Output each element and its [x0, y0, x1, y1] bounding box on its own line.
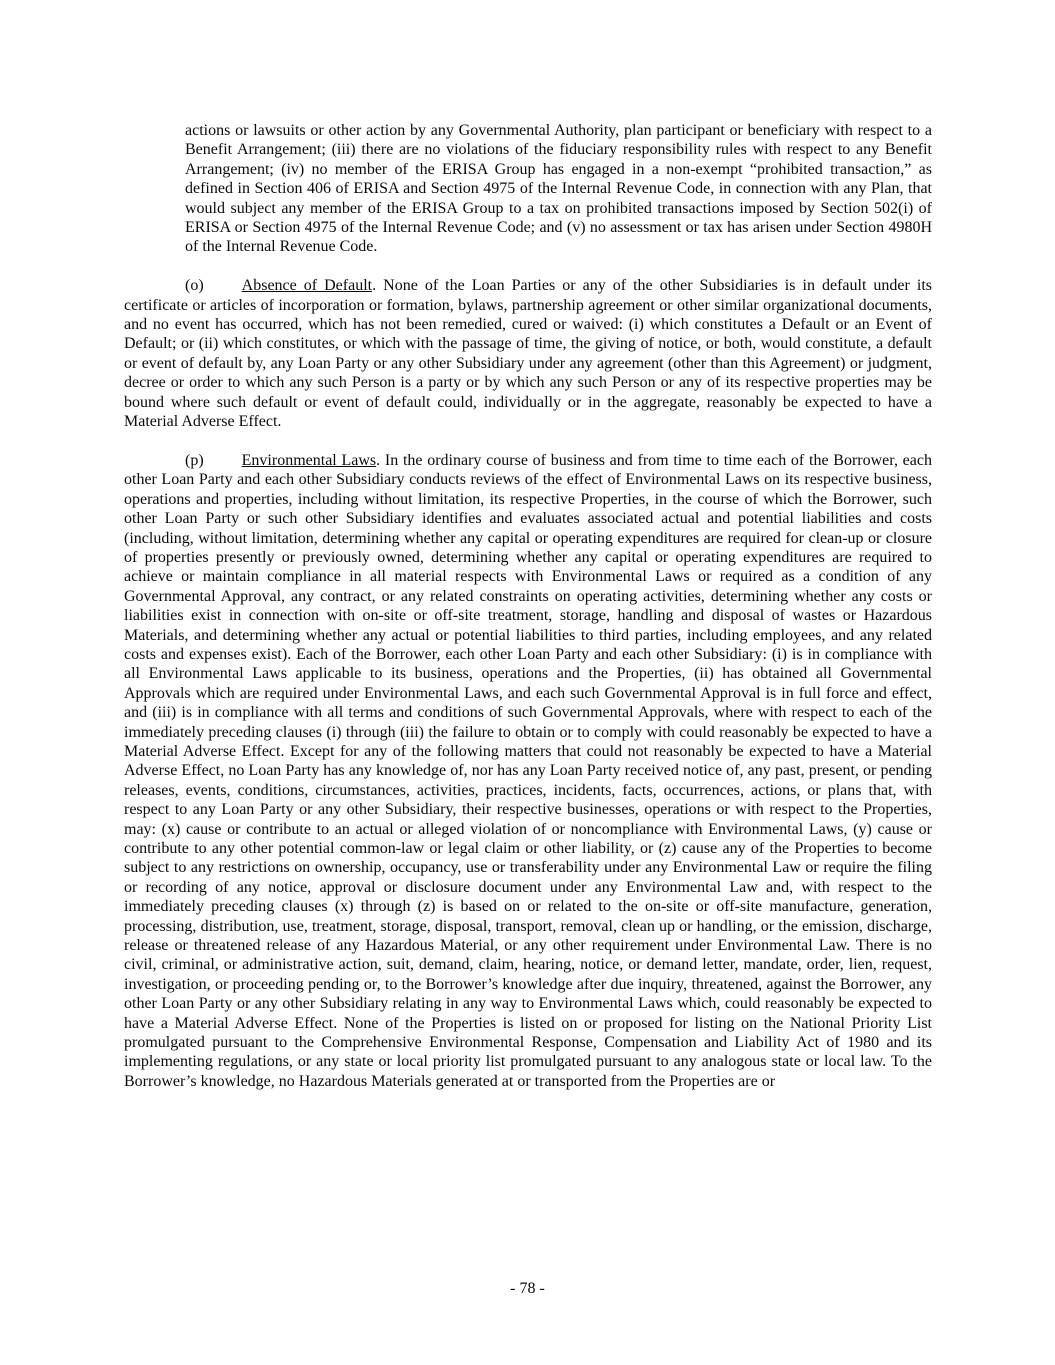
- page-number: - 78 -: [510, 1280, 545, 1297]
- page-footer: [0, 1279, 1055, 1298]
- paragraph-environmental-laws: [124, 451, 932, 1091]
- section-heading-absence-of-default: Absence of Default: [241, 277, 373, 295]
- section-body-absence-of-default: . None of the Loan Parties or any of the other Subsidiaries is in default under its certificate or articles of incorporation or formation, bylaws, partnership agreement or other similar organizational documents, and no event has occurred, which has not been remedied, cured or waived: (i) which constitutes a Default or an Event of Default; or (ii) which constitutes, or which with the passage of time, the giving of notice, or both, would constitute, a default or event of default by, any Loan Party or any other Subsidiary under any agreement (other than this Agreement) or judgment, decree or order to which any such Person is a party or by which any such Person or any of its respective properties may be bound where such default or event of default could, individually or in the aggregate, reasonably be expected to have a Material Adverse Effect.: [124, 277, 933, 431]
- paragraph-absence-of-default: [124, 276, 932, 431]
- section-letter-p: (p): [185, 451, 204, 469]
- section-letter-o: (o): [185, 277, 204, 295]
- page-content: [124, 121, 932, 1111]
- section-body-environmental-laws: . In the ordinary course of business and from time to time each of the Borrower, each other Loan Party and each other Subsidiary conducts reviews of the effect of Environmental Laws on its respective business, operations and properties, including without limitation, its respective Properties, in the course of which the Borrower, such other Loan Party or such other Subsidiary identifies and evaluates associated actual and potential liabilities and costs (including, without limitation, determining whether any capital or operating expenditures are required for clean-up or closure of properties presently or previously owned, determining whether any capital or operating expenditures are required to achieve or maintain compliance in all material respects with Environmental Laws or required as a condition of any Governmental Approval, any contract, or any related constraints on operating activities, determining whether any costs or liabilities exist in connection with on-site or off-site treatment, storage, handling and disposal of wastes or Hazardous Materials, and determining whether any actual or potential liabilities to third parties, including employees, and any related costs and expenses exist). Each of the Borrower, each other Loan Party and each other Subsidiary: (i) is in compliance with all Environmental Laws applicable to its business, operations and the Properties, (ii) has obtained all Governmental Approvals which are required under Environmental Laws, and each such Governmental Approval is in full force and effect, and (iii) is in compliance with all terms and conditions of such Governmental Approvals, where with respect to each of the immediately preceding clauses (i) through (iii) the failure to obtain or to comply with could reasonably be expected to have a Material Adverse Effect. Except for any of the following matters that could not reasonably be expected to have a Material Adverse Effect, no Loan Party has any knowledge of, nor has any Loan Party received notice of, any past, present, or pending releases, events, conditions, circumstances, activities, practices, incidents, facts, occurrences, actions, or plans that, with respect to any Loan Party or any other Subsidiary, their respective businesses, operations or with respect to the Properties, may: (x) cause or contribute to an actual or alleged violation of or noncompliance with Environmental Laws, (y) cause or contribute to any other potential common-law or legal claim or other liability, or (z) cause any of the Properties to become subject to any restrictions on ownership, occupancy, use or transferability under any Environmental Law or require the filing or recording of any notice, approval or disclosure document under any Environmental Law and, with respect to the immediately preceding clauses (x) through (z) is based on or related to the on-site or off-site manufacture, generation, processing, distribution, use, treatment, storage, disposal, transport, removal, clean up or handling, or the emission, discharge, release or threatened release of any Hazardous Material, or any other requirement under Environmental Law. There is no civil, criminal, or administrative action, suit, demand, claim, hearing, notice, or demand letter, mandate, order, lien, request, investigation, or proceeding pending or, to the Borrower’s knowledge after due inquiry, threatened, against the Borrower, any other Loan Party or any other Subsidiary relating in any way to Environmental Laws which, could reasonably be expected to have a Material Adverse Effect. None of the Properties is listed on or proposed for listing on the National Priority List promulgated pursuant to the Comprehensive Environmental Response, Compensation and Liability Act of 1980 and its implementing regulations, or any state or local priority list promulgated pursuant to any analogous state or local law. To the Borrower’s knowledge, no Hazardous Materials generated at or transported from the Properties are or: [124, 451, 932, 1090]
- paragraph-erisa-continuation: actions or lawsuits or other action by any Governmental Authority, plan participant or beneficiary with respect to a Benefit Arrangement; (iii) there are no violations of the fiduciary responsibility rules with respect to any Benefit Arrangement; (iv) no member of the ERISA Group has engaged in a non-exempt “prohibited transaction,” as defined in Section 406 of ERISA and Section 4975 of the Internal Revenue Code, in connection with any Plan, that would subject any member of the ERISA Group to a tax on prohibited transactions imposed by Section 502(i) of ERISA or Section 4975 of the Internal Revenue Code; and (v) no assessment or tax has arisen under Section 4980H of the Internal Revenue Code.: [185, 122, 932, 256]
- section-heading-environmental-laws: Environmental Laws: [241, 451, 377, 469]
